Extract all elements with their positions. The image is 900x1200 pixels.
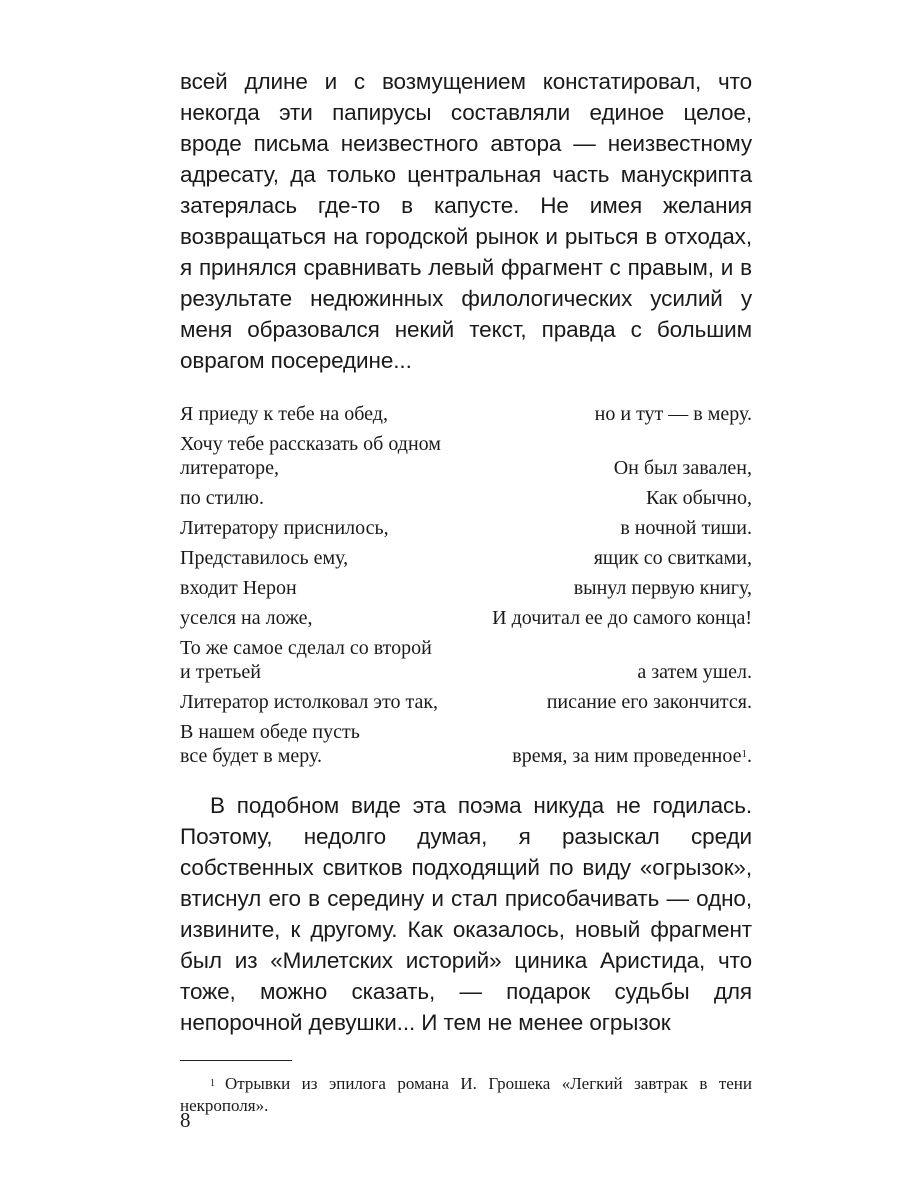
footnote bbox=[180, 1073, 752, 1117]
poem-line-left: В нашем обеде пусть все будет в меру. bbox=[180, 721, 360, 767]
poem-line-right: И дочитал ее до самого конца! bbox=[492, 607, 752, 629]
poem-line-right-end: . bbox=[747, 745, 752, 767]
poem-line-right: вынул первую книгу, bbox=[573, 577, 752, 599]
poem-line-left: входит Нерон bbox=[180, 577, 297, 599]
poem-line bbox=[180, 606, 752, 630]
poem-line-left: уселся на ложе, bbox=[180, 607, 313, 629]
poem-line-left: Литератору приснилось, bbox=[180, 517, 389, 539]
footnote-mark: 1 bbox=[210, 1078, 215, 1089]
poem-line-left: Хочу тебе рассказать об одном литераторе, bbox=[180, 433, 441, 479]
poem-line-right: писание его закончится. bbox=[546, 691, 752, 713]
poem-block bbox=[180, 402, 752, 768]
poem-line bbox=[180, 486, 752, 510]
poem-line-left: по стилю. bbox=[180, 487, 264, 509]
poem-line-right: Как обычно, bbox=[645, 487, 752, 509]
poem-line bbox=[180, 402, 752, 426]
poem-line-right-with-footnote bbox=[512, 744, 752, 768]
poem-line-right-text: время, за ним проведенное bbox=[512, 745, 742, 767]
poem-line bbox=[180, 690, 752, 714]
poem-line bbox=[180, 636, 752, 684]
paragraph-bottom: В подобном виде эта поэма никуда не годилась. Поэтому, недолго думая, я разыскал среди собственных свитков подходящий по виду «огрызок», втиснул его в середину и стал присобачивать — одно, извините, к другому. Как оказалось, новый фрагмент был из «Милетских историй» циника Аристида, что тоже, можно сказать, — подарок судьбы для непорочной девушки... И тем не менее огрызок bbox=[180, 793, 752, 1035]
poem-line-left: То же самое сделал со второй и третьей bbox=[180, 637, 432, 683]
footnote-text: Отрывки из эпилога романа И. Грошека «Легкий завтрак в тени некрополя». bbox=[180, 1074, 752, 1115]
footnote-divider bbox=[180, 1060, 292, 1061]
poem-line-right: но и тут — в меру. bbox=[594, 403, 752, 425]
poem-line-left: Представилось ему, bbox=[180, 547, 349, 569]
poem-line bbox=[180, 576, 752, 600]
poem-line-left: Я приеду к тебе на обед, bbox=[180, 403, 388, 425]
page-body bbox=[180, 66, 752, 1117]
poem-line bbox=[180, 432, 752, 480]
poem-line-right: а затем ушел. bbox=[637, 661, 752, 683]
poem-line bbox=[180, 546, 752, 570]
poem-line-right: ящик со свитками, bbox=[593, 547, 752, 569]
paragraph-top: всей длине и с возмущением констатировал, что некогда эти папирусы составляли единое целое, вроде письма неизвестного автора — неизвестному адресату, да только центральная часть манускрипта затерялась где-то в капусте. Не имея желания возвращаться на городской рынок и рыться в отходах, я принялся сравнивать левый фрагмент с правым, и в результате недюжинных филологических усилий у меня образовался некий текст, правда с большим оврагом посередине... bbox=[180, 69, 752, 373]
poem-line bbox=[180, 516, 752, 540]
poem-line bbox=[180, 720, 752, 768]
page-number: 8 bbox=[180, 1108, 191, 1132]
footnote-reference[interactable]: 1 bbox=[741, 748, 747, 760]
poem-line-right: Он был завален, bbox=[613, 457, 752, 479]
poem-line-left: Литератор истолковал это так, bbox=[180, 691, 439, 713]
poem-line-right: в ночной тиши. bbox=[620, 517, 752, 539]
